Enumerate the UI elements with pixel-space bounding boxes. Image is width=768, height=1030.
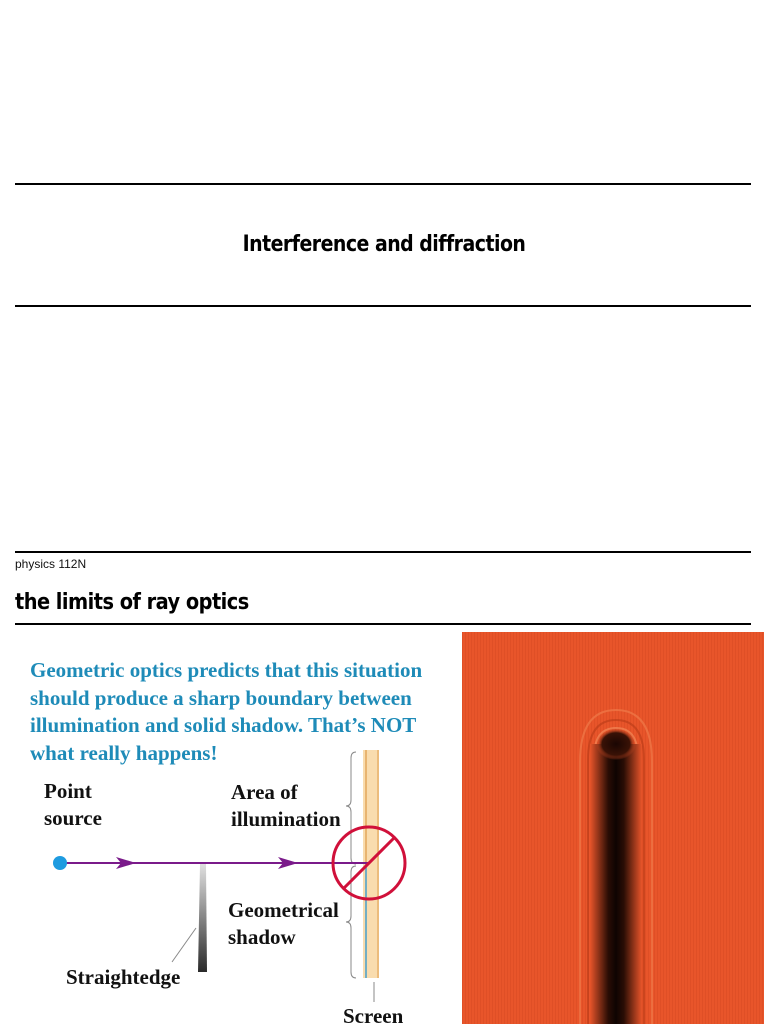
- shadow-label-line2: shadow: [228, 925, 296, 949]
- slide1-title: Interference and diffraction: [242, 232, 526, 257]
- slide1-bottom-rule: [15, 305, 751, 307]
- straightedge-label: Straightedge: [66, 965, 181, 989]
- object-shadow-tip: [596, 728, 636, 760]
- area-label-line1: Area of: [231, 780, 298, 804]
- diffraction-photo: [462, 632, 764, 1024]
- screen-label: Screen: [343, 1004, 404, 1028]
- point-source-dot: [53, 856, 67, 870]
- object-shadow: [590, 744, 642, 1024]
- shadow-label-line1: Geometrical: [228, 898, 339, 922]
- point-source-label-line1: Point: [44, 779, 92, 803]
- slide1-top-rule: [15, 183, 751, 185]
- point-source-label-line2: source: [44, 806, 102, 830]
- area-label-line2: illumination: [231, 807, 341, 831]
- illumination-brace: [346, 752, 356, 864]
- slide2-title-rule: [15, 623, 751, 625]
- slide2-title: the limits of ray optics: [15, 590, 249, 615]
- straightedge-shape: [198, 864, 207, 972]
- figure-caption: Geometric optics predicts that this situation should produce a sharp boundary between illumination and solid shadow. That’s NOT what really happens!: [30, 658, 423, 765]
- course-label: physics 112N: [15, 557, 87, 571]
- slide2-top-rule: [15, 551, 751, 553]
- straightedge-leader-line: [172, 928, 196, 962]
